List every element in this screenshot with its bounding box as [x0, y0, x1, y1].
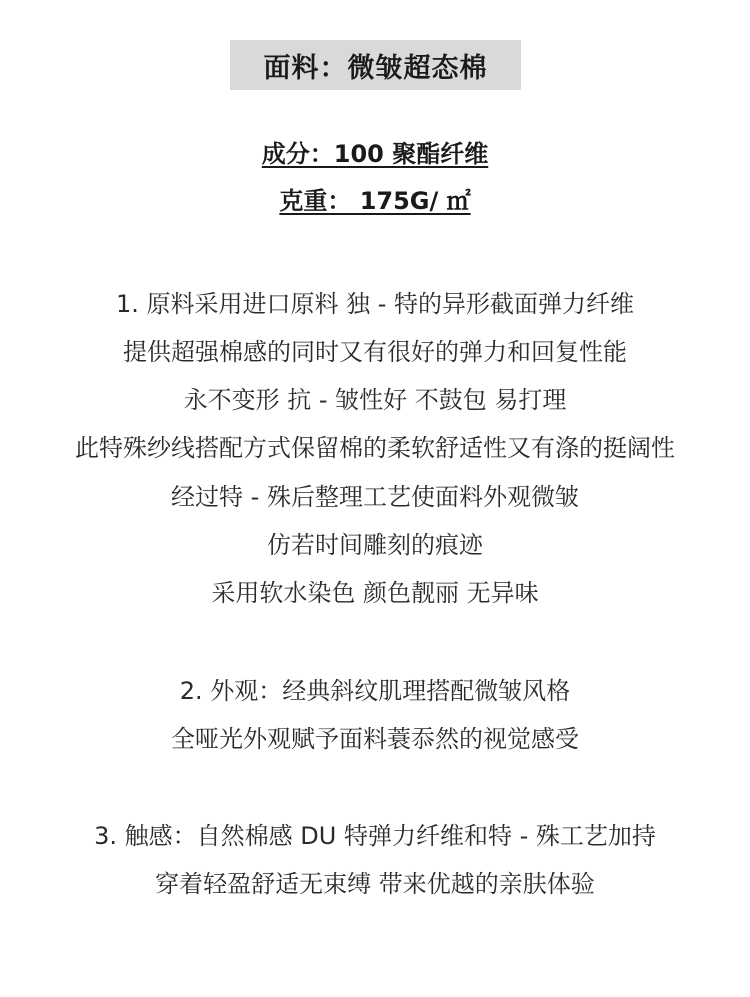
weight-text: 克重： 175G/ ㎡: [279, 187, 471, 215]
section1-line-4: 此特殊纱线搭配方式保留棉的柔软舒适性又有涤的挺阔性: [75, 434, 675, 462]
section1-line-3: 永不变形 抗 - 皱性好 不鼓包 易打理: [183, 386, 567, 414]
section2-line-1: 2. 外观：经典斜纹肌理搭配微皱风格: [179, 677, 571, 705]
section1-line-6: 仿若时间雕刻的痕迹: [267, 531, 483, 559]
section1-line-5: 经过特 - 殊后整理工艺使面料外观微皱: [171, 483, 579, 511]
section1-line-7: 采用软水染色 颜色靓丽 无异味: [211, 579, 539, 607]
fabric-title: 面料：微皱超态棉: [230, 40, 521, 90]
section3-line-2: 穿着轻盈舒适无束缚 带来优越的亲肤体验: [155, 870, 595, 898]
section2-line-2: 全哑光外观赋予面料蓑忝然的视觉感受: [171, 725, 579, 753]
composition-spec: [0, 134, 750, 169]
section1-line-1: 1. 原料采用进口原料 独 - 特的异形截面弹力纤维: [115, 290, 635, 318]
section1-line-2: 提供超强棉感的同时又有很好的弹力和回复性能: [123, 338, 627, 366]
composition-text: 成分：100 聚酯纤维: [261, 140, 489, 168]
section3-line-1: 3. 触感：自然棉感 DU 特弹力纤维和特 - 殊工艺加持: [94, 822, 656, 850]
weight-spec: [0, 181, 750, 216]
